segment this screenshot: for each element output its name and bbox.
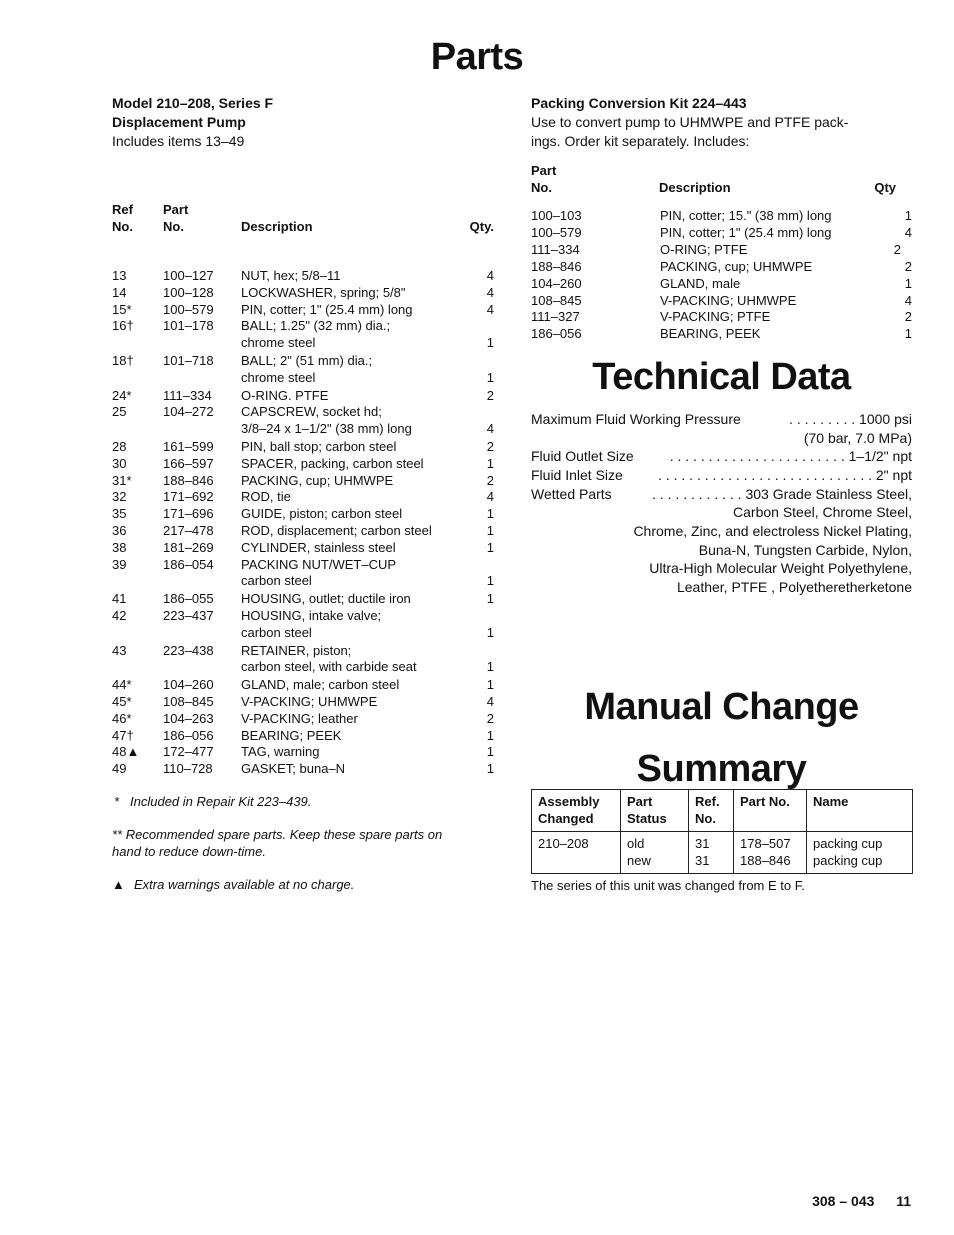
part-no-cell: 104–272 (163, 404, 214, 420)
part-no-cell: 223–438 (163, 642, 214, 658)
table-row (112, 557, 494, 591)
description-cell: HOUSING, intake valve; (241, 608, 382, 623)
model-heading (112, 94, 502, 151)
qty-cell: 1 (486, 369, 494, 385)
wetted-line: Buna-N, Tungsten Carbide, Nylon, (698, 542, 912, 558)
description-cell: chrome steel (241, 335, 316, 351)
ref-cell: 35 (112, 506, 127, 522)
wetted-label: Wetted Parts (531, 486, 612, 502)
description-cell: BALL; 1.25" (32 mm) dia.; (241, 318, 391, 334)
table-row (112, 591, 494, 608)
asterisk-mark: * (114, 794, 120, 809)
ref-cell: 15* (112, 301, 132, 317)
part-no-cell: 111–334 (163, 387, 212, 403)
part-no-cell: 181–269 (163, 539, 214, 555)
name-cell: packing cup packing cup (807, 832, 913, 874)
ref-cell: 39 (112, 556, 127, 572)
qty-cell: 1 (486, 506, 494, 522)
kit-description-cell: PIN, cotter; 15." (38 mm) long (660, 208, 832, 223)
description-cell: PIN, cotter; 1" (25.4 mm) long (241, 301, 413, 317)
description-cell: CYLINDER, stainless steel (241, 539, 396, 555)
ref-cell: 25 (112, 404, 127, 420)
ref-cell: 18† (112, 353, 134, 368)
model-includes: Includes items 13–49 (112, 133, 245, 149)
description-cell: ROD, tie (241, 489, 291, 505)
part-no-cell: 101–178 (163, 318, 214, 334)
ref-cell: 31* (112, 472, 132, 488)
table-row (112, 711, 494, 728)
qty-cell: 4 (486, 489, 494, 505)
kit-qty-header: Qty (874, 180, 896, 195)
qty-cell: 1 (486, 523, 494, 538)
part-no-cell: 186–055 (163, 591, 214, 607)
wetted-value: . . . . . . . . . . . . 303 Grade Stainless Steel, (652, 486, 912, 502)
description-cell: V-PACKING; leather (241, 710, 358, 726)
kit-table (531, 163, 912, 343)
ref-cell: 28 (112, 439, 127, 454)
ref-cell: 46* (112, 710, 132, 726)
qty-cell: 1 (486, 727, 494, 743)
part-no-cell: 217–478 (163, 523, 214, 538)
outlet-label: Fluid Outlet Size (531, 448, 634, 464)
qty-cell: 2 (486, 439, 494, 454)
part-no-cell: 166–597 (163, 455, 214, 471)
part-no-cell: 100–127 (163, 268, 214, 283)
part-no-cell: 100–579 (163, 301, 214, 317)
wetted-line: Chrome, Zinc, and electroless Nickel Plating, (633, 523, 912, 539)
assembly-cell: 210–208 (532, 832, 621, 874)
qty-cell: 4 (486, 284, 494, 300)
part-no-cell: 186–056 (163, 727, 214, 743)
ref-cell: 45* (112, 694, 132, 709)
kit-qty-cell: 2 (904, 258, 912, 274)
part-no-cell: 161–599 (163, 439, 214, 454)
kit-description-cell: V-PACKING; UHMWPE (660, 292, 797, 308)
technical-specs (531, 410, 912, 600)
kit-part-no-cell: 108–845 (531, 292, 582, 308)
qty-cell: 1 (486, 573, 494, 589)
ref-cell: 49 (112, 761, 127, 777)
footnote-repair-kit (112, 794, 502, 811)
qty-cell: 1 (486, 677, 494, 693)
description-cell: GASKET; buna–N (241, 761, 346, 777)
table-row (112, 506, 494, 523)
kit-part-no-cell: 111–334 (531, 241, 580, 257)
kit-part-header: Part (531, 163, 557, 178)
change-summary-table (531, 789, 913, 874)
page-number: 11 (896, 1193, 911, 1209)
qty-cell: 4 (486, 694, 494, 709)
footnotes (112, 794, 502, 894)
part-no-cell: 108–845 (163, 694, 214, 709)
pressure-value-metric: (70 bar, 7.0 MPa) (803, 430, 912, 446)
table-row (112, 456, 494, 473)
table-row (112, 608, 494, 642)
part-no-cell: 104–260 (163, 677, 214, 693)
inlet-label: Fluid Inlet Size (531, 467, 623, 483)
model-title-line2: Displacement Pump (112, 114, 246, 130)
kit-part-no-cell: 104–260 (531, 275, 582, 291)
kit-description-cell: O-RING; PTFE (660, 241, 748, 257)
description-cell: BEARING; PEEK (241, 727, 342, 743)
table-row (112, 285, 494, 302)
description-cell: carbon steel, with carbide seat (241, 659, 417, 675)
description-cell: CAPSCREW, socket hd; (241, 404, 382, 420)
description-cell: GLAND, male; carbon steel (241, 677, 400, 693)
qty-cell: 2 (486, 710, 494, 726)
part-no-cell: 101–718 (163, 353, 214, 368)
table-row (112, 473, 494, 490)
table-row (112, 677, 494, 694)
table-row (532, 832, 913, 874)
description-cell: ROD, displacement; carbon steel (241, 523, 432, 538)
qty-cell: 1 (486, 539, 494, 555)
inlet-value: . . . . . . . . . . . . . . . . . . . . . . . . . . . . 2" npt (658, 467, 912, 483)
page-title: Parts (430, 36, 524, 78)
description-cell: PIN, ball stop; carbon steel (241, 439, 397, 454)
qty-cell: 1 (486, 455, 494, 471)
kit-description-cell: PIN, cotter; 1" (25.4 mm) long (660, 224, 832, 240)
ref-no-header: Ref. No. (689, 790, 734, 832)
table-row (112, 404, 494, 438)
kit-description-cell: BEARING, PEEK (660, 326, 761, 342)
part-no-cell: 100–128 (163, 284, 214, 300)
ref-cell: 24* (112, 387, 132, 403)
description-cell: carbon steel (241, 573, 312, 589)
footnote-3-text: Extra warnings available at no charge. (134, 876, 355, 892)
part-no-cell: 186–054 (163, 556, 214, 572)
ref-no-header: No. (112, 219, 133, 234)
kit-desc-line2: ings. Order kit separately. Includes: (531, 133, 750, 149)
part-no-header: No. (163, 219, 184, 234)
qty-cell: 4 (486, 301, 494, 317)
series-change-note: The series of this unit was changed from E to F. (531, 878, 805, 893)
description-cell: RETAINER, piston; (241, 642, 352, 658)
outlet-value: . . . . . . . . . . . . . . . . . . . . . . . 1–1/2" npt (669, 448, 912, 464)
part-no-cell: 110–728 (163, 761, 213, 777)
kit-part-no-cell: 186–056 (531, 326, 582, 342)
pressure-value: . . . . . . . . . 1000 psi (789, 411, 912, 427)
footnote-1-text: Included in Repair Kit 223–439. (130, 794, 312, 809)
change-summary-header (532, 790, 913, 832)
qty-cell: 1 (486, 761, 494, 777)
ref-cell: 32 (112, 489, 127, 505)
kit-description-header: Description (659, 180, 731, 195)
qty-cell: 1 (486, 591, 494, 607)
footnote-warnings (112, 877, 502, 894)
description-cell: NUT, hex; 5/8–11 (241, 268, 341, 283)
footnote-2-line2: hand to reduce down-time. (112, 843, 266, 859)
assembly-header: Assembly Changed (532, 790, 621, 832)
kit-qty-cell: 2 (904, 309, 912, 325)
wetted-line: Leather, PTFE , Polyetheretherketone (676, 579, 912, 595)
ref-cell: 30 (112, 455, 127, 471)
description-cell: SPACER, packing, carbon steel (241, 455, 424, 471)
kit-qty-cell: 1 (904, 275, 912, 291)
kit-description-cell: V-PACKING; PTFE (660, 309, 771, 325)
technical-data-title: Technical Data (592, 356, 851, 398)
qty-cell: 2 (486, 387, 494, 403)
description-cell: PACKING, cup; UHMWPE (241, 472, 394, 488)
manual-change-title-line2: Summary (636, 748, 807, 790)
part-no-cell: 171–696 (163, 506, 214, 522)
description-cell: LOCKWASHER, spring; 5/8" (241, 284, 406, 300)
kit-description-cell: PACKING, cup; UHMWPE (660, 258, 813, 274)
ref-cell: 47† (112, 727, 134, 743)
part-no-cell: 223–437 (163, 608, 214, 623)
ref-cell: 43 (112, 642, 127, 658)
ref-cell: 16† (112, 318, 134, 334)
kit-qty-cell: 2 (893, 241, 901, 257)
qty-cell: 1 (486, 744, 494, 760)
table-row (112, 761, 494, 778)
description-cell: V-PACKING; UHMWPE (241, 694, 378, 709)
manual-change-title-line1: Manual Change (584, 686, 859, 728)
table-row (112, 523, 494, 540)
table-row (112, 643, 494, 677)
ref-cell: 31 31 (689, 832, 734, 874)
name-header: Name (807, 790, 913, 832)
description-cell: GUIDE, piston; carbon steel (241, 506, 403, 522)
kit-part-no-cell: 100–103 (531, 208, 582, 223)
qty-header: Qty. (469, 219, 494, 234)
part-no-cell: 104–263 (163, 710, 214, 726)
kit-part-no-cell: 111–327 (531, 309, 580, 325)
part-no-cell: 171–692 (163, 489, 214, 505)
description-cell: O-RING. PTFE (241, 387, 329, 403)
ref-cell: 36 (112, 523, 127, 538)
model-title-line1: Model 210–208, Series F (112, 95, 274, 111)
ref-cell: 48▲ (112, 744, 140, 760)
page-footer (812, 1192, 911, 1210)
part-no-cell: 178–507 188–846 (734, 832, 807, 874)
description-header: Description (241, 219, 313, 234)
kit-heading (531, 94, 921, 151)
table-row (112, 318, 494, 352)
part-no-cell: 172–477 (163, 744, 214, 760)
kit-part-no-cell: 188–846 (531, 258, 582, 274)
kit-qty-cell: 1 (904, 326, 912, 342)
kit-part-no-cell: 100–579 (531, 224, 582, 240)
document-number: 308 – 043 (812, 1193, 875, 1209)
qty-cell: 1 (486, 335, 494, 351)
qty-cell: 1 (486, 659, 494, 675)
kit-qty-cell: 4 (904, 224, 912, 240)
kit-title: Packing Conversion Kit 224–443 (531, 95, 747, 111)
pressure-label: Maximum Fluid Working Pressure (531, 411, 741, 427)
kit-qty-cell: 4 (904, 292, 912, 308)
description-cell: chrome steel (241, 369, 316, 385)
table-row (112, 353, 494, 387)
table-row (112, 302, 494, 319)
footnote-spare-parts (112, 827, 502, 861)
kit-description-cell: GLAND, male (660, 275, 741, 291)
wetted-line: Ultra-High Molecular Weight Polyethylene, (649, 560, 912, 576)
table-row (112, 388, 494, 405)
table-row (112, 540, 494, 557)
part-no-cell: 188–846 (163, 472, 214, 488)
kit-desc-line1: Use to convert pump to UHMWPE and PTFE pack- (531, 114, 849, 130)
description-cell: PACKING NUT/WET–CUP (241, 556, 397, 572)
description-cell: carbon steel (241, 624, 312, 640)
kit-part-no-header: No. (531, 180, 552, 195)
table-row (112, 489, 494, 506)
ref-cell: 42 (112, 608, 127, 623)
wetted-line: Carbon Steel, Chrome Steel, (733, 504, 912, 520)
ref-cell: 14 (112, 284, 127, 300)
ref-cell: 41 (112, 591, 127, 607)
manual-change-title (531, 684, 912, 792)
ref-cell: 38 (112, 539, 127, 555)
parts-table (112, 202, 494, 782)
ref-header: Ref (112, 202, 133, 217)
status-cell: old new (621, 832, 689, 874)
table-row (112, 268, 494, 285)
kit-qty-cell: 1 (904, 208, 912, 223)
table-row (112, 744, 494, 761)
qty-cell: 4 (486, 268, 494, 283)
table-row (112, 439, 494, 456)
qty-cell: 4 (486, 421, 494, 437)
description-cell: 3/8–24 x 1–1/2" (38 mm) long (241, 421, 412, 437)
ref-cell: 44* (112, 677, 132, 693)
part-no-header: Part No. (734, 790, 807, 832)
description-cell: HOUSING, outlet; ductile iron (241, 591, 411, 607)
description-cell: BALL; 2" (51 mm) dia.; (241, 353, 373, 368)
part-status-header: Part Status (621, 790, 689, 832)
table-row (112, 694, 494, 711)
part-header: Part (163, 202, 189, 217)
qty-cell: 2 (486, 472, 494, 488)
ref-cell: 13 (112, 268, 127, 283)
footnote-2-line1: ** Recommended spare parts. Keep these spare parts on (112, 827, 443, 842)
description-cell: TAG, warning (241, 744, 320, 760)
table-row (112, 728, 494, 745)
warning-triangle-icon: ▲ (112, 876, 125, 892)
qty-cell: 1 (486, 624, 494, 640)
